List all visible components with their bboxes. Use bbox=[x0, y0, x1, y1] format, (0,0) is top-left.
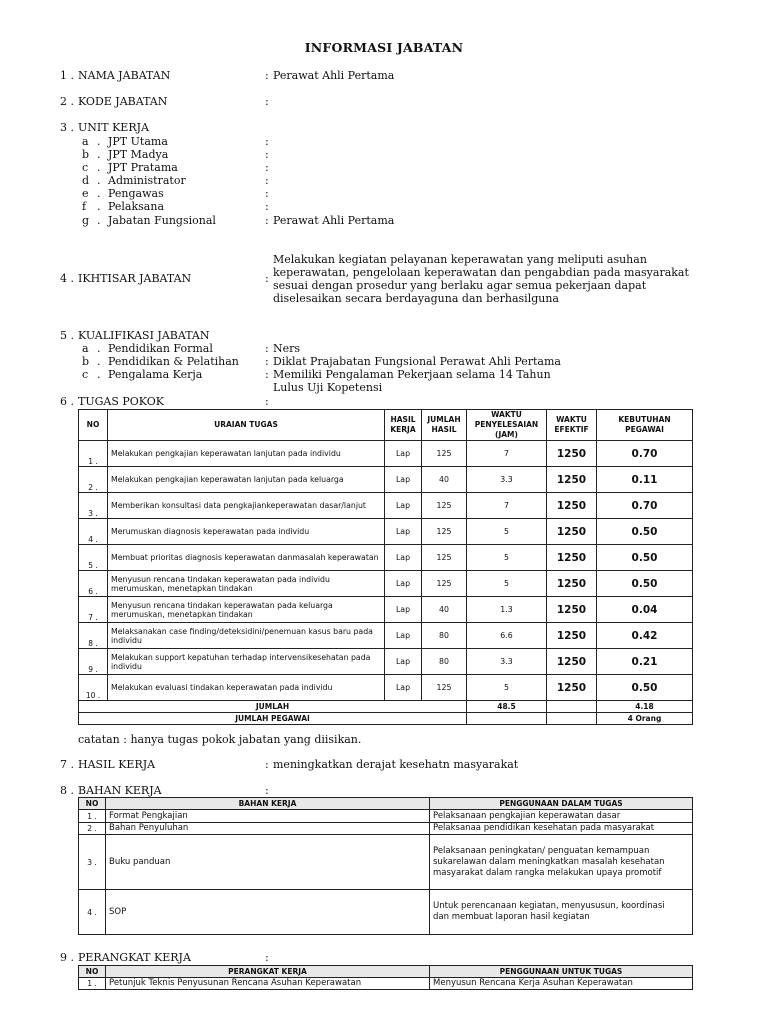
pegawai-empty bbox=[467, 713, 547, 725]
header-guna: PENGGUNAAN DALAM TUGAS bbox=[430, 798, 693, 810]
row-jumlah: 125 bbox=[422, 675, 467, 701]
section-number: 9 . bbox=[60, 951, 74, 964]
row-jumlah: 125 bbox=[422, 571, 467, 597]
row-hasil: Lap bbox=[385, 597, 422, 623]
row-waktu: 5 bbox=[467, 675, 547, 701]
row-jumlah: 40 bbox=[422, 467, 467, 493]
row-efektif: 1250 bbox=[547, 519, 597, 545]
colon: : bbox=[265, 187, 269, 200]
colon: : bbox=[265, 214, 269, 227]
row-bahan: SOP bbox=[106, 890, 430, 935]
ikhtisar-line: diselesaikan secara berdayaguna dan berhasilguna bbox=[273, 292, 559, 305]
table-row bbox=[79, 545, 693, 571]
section-label: UNIT KERJA bbox=[78, 121, 149, 134]
guna-line: Pelaksanaan pengkajian keperawatan dasar bbox=[433, 810, 621, 821]
bahan-rows bbox=[79, 810, 693, 935]
row-jumlah: 125 bbox=[422, 519, 467, 545]
jumlah-label: JUMLAH bbox=[79, 701, 467, 713]
header-perangkat: PERANGKAT KERJA bbox=[106, 966, 430, 978]
jumlah-waktu: 48.5 bbox=[467, 701, 547, 713]
colon: : bbox=[265, 272, 269, 285]
bahan-kerja-table bbox=[78, 797, 693, 935]
item-dot: . bbox=[97, 148, 101, 161]
section-number: 6 . bbox=[60, 395, 74, 408]
table-row bbox=[79, 649, 693, 675]
row-number: 8 . bbox=[79, 623, 108, 649]
header-efektif: WAKTU EFEKTIF bbox=[547, 410, 597, 441]
section-label: TUGAS POKOK bbox=[78, 395, 164, 408]
ikhtisar-line: sesuai dengan prosedur yang berlaku agar semua pekerjaan dapat bbox=[273, 279, 647, 292]
table-row bbox=[79, 890, 693, 935]
header-hasil: HASIL KERJA bbox=[385, 410, 422, 441]
item-dot: . bbox=[97, 161, 101, 174]
row-jumlah: 125 bbox=[422, 493, 467, 519]
item-letter: a bbox=[82, 135, 89, 148]
row-efektif: 1250 bbox=[547, 467, 597, 493]
header-kebutuhan: KEBUTUHAN PEGAWAI bbox=[597, 410, 693, 441]
item-value: Memiliki Pengalaman Pekerjaan selama 14 Tahun bbox=[273, 368, 551, 381]
item-dot: . bbox=[97, 368, 101, 381]
header-waktu: WAKTU PENYELESAIAN (JAM) bbox=[467, 410, 547, 441]
row-number: 9 . bbox=[79, 649, 108, 675]
item-dot: . bbox=[97, 342, 101, 355]
item-letter: c bbox=[82, 368, 89, 381]
row-kebutuhan: 0.21 bbox=[597, 649, 693, 675]
row-kebutuhan: 0.11 bbox=[597, 467, 693, 493]
row-waktu: 5 bbox=[467, 545, 547, 571]
jumlah-empty bbox=[547, 701, 597, 713]
row-bahan: Bahan Penyuluhan bbox=[106, 823, 430, 835]
jumlah-kebutuhan: 4.18 bbox=[597, 701, 693, 713]
row-hasil: Lap bbox=[385, 623, 422, 649]
colon: : bbox=[265, 148, 269, 161]
section-number: 2 . bbox=[60, 95, 74, 108]
ikhtisar-text bbox=[273, 253, 689, 305]
row-number: 1 . bbox=[79, 978, 106, 990]
row-waktu: 5 bbox=[467, 571, 547, 597]
row-kebutuhan: 0.04 bbox=[597, 597, 693, 623]
row-bahan: Format Pengkajian bbox=[106, 810, 430, 823]
section-label: KUALIFIKASI JABATAN bbox=[78, 329, 210, 342]
item-label: Jabatan Fungsional bbox=[108, 214, 216, 227]
row-waktu: 6.6 bbox=[467, 623, 547, 649]
colon: : bbox=[265, 368, 269, 381]
colon: : bbox=[265, 342, 269, 355]
item-label: JPT Madya bbox=[108, 148, 169, 161]
row-guna: Menyusun Rencana Kerja Asuhan Keperawatan bbox=[430, 978, 693, 990]
row-number: 1 . bbox=[79, 441, 108, 467]
guna-line: Pelaksanaan peningkatan/ penguatan kemampuan bbox=[433, 845, 650, 856]
section-number: 4 . bbox=[60, 272, 74, 285]
header-no: NO bbox=[79, 798, 106, 810]
row-bahan: Buku panduan bbox=[106, 835, 430, 890]
table-row bbox=[79, 519, 693, 545]
tugas-rows bbox=[79, 441, 693, 701]
row-uraian: Merumuskan diagnosis keperawatan pada individu bbox=[108, 519, 385, 545]
row-number: 10 . bbox=[79, 675, 108, 701]
colon: : bbox=[265, 355, 269, 368]
row-uraian: Melakukan pengkajian keperawatan lanjutan pada keluarga bbox=[108, 467, 385, 493]
item-label: Administrator bbox=[108, 174, 186, 187]
section-label: BAHAN KERJA bbox=[78, 784, 162, 797]
pegawai-empty bbox=[547, 713, 597, 725]
colon: : bbox=[265, 395, 269, 408]
row-hasil: Lap bbox=[385, 675, 422, 701]
row-efektif: 1250 bbox=[547, 597, 597, 623]
row-hasil: Lap bbox=[385, 545, 422, 571]
colon: : bbox=[265, 161, 269, 174]
table-row bbox=[79, 441, 693, 467]
row-uraian: Memberikan konsultasi data pengkajiankeperawatan dasar/lanjut bbox=[108, 493, 385, 519]
item-letter: d bbox=[82, 174, 90, 187]
header-guna: PENGGUNAAN UNTUK TUGAS bbox=[430, 966, 693, 978]
item-label: JPT Pratama bbox=[108, 161, 178, 174]
row-number: 1 . bbox=[79, 810, 106, 823]
item-label: Pendidikan & Pelatihan bbox=[108, 355, 239, 368]
row-jumlah: 80 bbox=[422, 649, 467, 675]
guna-line: dan membuat laporan hasil kegiatan bbox=[433, 912, 590, 922]
item-label: Pengalama Kerja bbox=[108, 368, 203, 381]
row-uraian: Menyusun rencana tindakan keperawatan pada keluarga merumuskan, menetapkan tindakan bbox=[108, 597, 385, 623]
row-efektif: 1250 bbox=[547, 545, 597, 571]
guna-line: Pelaksanaa pendidikan kesehatan pada masyarakat bbox=[433, 823, 655, 833]
section-number: 3 . bbox=[60, 121, 74, 134]
colon: : bbox=[265, 758, 269, 771]
section-number: 7 . bbox=[60, 758, 74, 771]
table-row bbox=[79, 597, 693, 623]
colon: : bbox=[265, 784, 269, 797]
ikhtisar-line: Melakukan kegiatan pelayanan keperawatan yang meliputi asuhan bbox=[273, 253, 647, 266]
item-letter: c bbox=[82, 161, 89, 174]
row-number: 5 . bbox=[79, 545, 108, 571]
row-guna bbox=[430, 835, 693, 890]
row-waktu: 5 bbox=[467, 519, 547, 545]
row-hasil: Lap bbox=[385, 649, 422, 675]
section-label: HASIL KERJA bbox=[78, 758, 156, 771]
header-no: NO bbox=[79, 410, 108, 441]
colon: : bbox=[265, 69, 269, 82]
row-number: 6 . bbox=[79, 571, 108, 597]
jumlah-row bbox=[79, 701, 693, 713]
kualifikasi-extra: Lulus Uji Kopetensi bbox=[273, 381, 383, 394]
row-guna bbox=[430, 823, 693, 835]
row-guna bbox=[430, 810, 693, 823]
row-efektif: 1250 bbox=[547, 493, 597, 519]
row-kebutuhan: 0.70 bbox=[597, 493, 693, 519]
item-value: Ners bbox=[273, 342, 301, 355]
section-label: PERANGKAT KERJA bbox=[78, 951, 191, 964]
row-number: 2 . bbox=[79, 823, 106, 835]
table-row bbox=[79, 675, 693, 701]
colon: : bbox=[265, 951, 269, 964]
item-letter: e bbox=[82, 187, 89, 200]
row-jumlah: 125 bbox=[422, 441, 467, 467]
jumlah-pegawai-row bbox=[79, 713, 693, 725]
pegawai-label: JUMLAH PEGAWAI bbox=[79, 713, 467, 725]
guna-line: Untuk perencanaan kegiatan, menyususun, koordinasi bbox=[433, 901, 665, 911]
item-dot: . bbox=[97, 355, 101, 368]
item-letter: a bbox=[82, 342, 89, 355]
item-label: Pengawas bbox=[108, 187, 164, 200]
row-efektif: 1250 bbox=[547, 649, 597, 675]
table-row bbox=[79, 467, 693, 493]
colon: : bbox=[265, 95, 269, 108]
row-jumlah: 40 bbox=[422, 597, 467, 623]
table-row bbox=[79, 810, 693, 823]
row-efektif: 1250 bbox=[547, 571, 597, 597]
row-waktu: 3.3 bbox=[467, 649, 547, 675]
pegawai-value: 4 Orang bbox=[597, 713, 693, 725]
row-waktu: 3.3 bbox=[467, 467, 547, 493]
section-value: Perawat Ahli Pertama bbox=[273, 69, 395, 82]
item-dot: . bbox=[97, 135, 101, 148]
section-number: 8 . bbox=[60, 784, 74, 797]
table-row bbox=[79, 978, 693, 990]
row-guna bbox=[430, 890, 693, 935]
row-efektif: 1250 bbox=[547, 623, 597, 649]
row-hasil: Lap bbox=[385, 467, 422, 493]
document-title: INFORMASI JABATAN bbox=[304, 40, 464, 55]
item-label: JPT Utama bbox=[108, 135, 168, 148]
row-hasil: Lap bbox=[385, 441, 422, 467]
table-row bbox=[79, 835, 693, 890]
row-number: 7 . bbox=[79, 597, 108, 623]
section-value: meningkatkan derajat kesehatn masyarakat bbox=[273, 758, 519, 771]
row-kebutuhan: 0.50 bbox=[597, 545, 693, 571]
colon: : bbox=[265, 200, 269, 213]
section-label: IKHTISAR JABATAN bbox=[78, 272, 192, 285]
row-waktu: 7 bbox=[467, 441, 547, 467]
guna-line: masyarakat dalam rangka melakukan upaya promotif bbox=[433, 867, 662, 878]
row-efektif: 1250 bbox=[547, 675, 597, 701]
header-no: NO bbox=[79, 966, 106, 978]
table-row bbox=[79, 571, 693, 597]
row-jumlah: 80 bbox=[422, 623, 467, 649]
row-uraian: Membuat prioritas diagnosis keperawatan danmasalah keperawatan bbox=[108, 545, 385, 571]
header-uraian: URAIAN TUGAS bbox=[108, 410, 385, 441]
row-kebutuhan: 0.50 bbox=[597, 519, 693, 545]
section-label: KODE JABATAN bbox=[78, 95, 168, 108]
item-letter: f bbox=[82, 200, 87, 213]
row-waktu: 1.3 bbox=[467, 597, 547, 623]
row-kebutuhan: 0.50 bbox=[597, 571, 693, 597]
row-perangkat: Petunjuk Teknis Penyusunan Rencana Asuhan Keperawatan bbox=[106, 978, 430, 990]
header-jumlah: JUMLAH HASIL bbox=[422, 410, 467, 441]
row-kebutuhan: 0.42 bbox=[597, 623, 693, 649]
item-dot: . bbox=[97, 214, 101, 227]
item-value: Perawat Ahli Pertama bbox=[273, 214, 395, 227]
row-kebutuhan: 0.50 bbox=[597, 675, 693, 701]
row-hasil: Lap bbox=[385, 519, 422, 545]
row-uraian: Melakukan evaluasi tindakan keperawatan pada individu bbox=[108, 675, 385, 701]
row-hasil: Lap bbox=[385, 571, 422, 597]
table-row bbox=[79, 623, 693, 649]
row-number: 4 . bbox=[79, 519, 108, 545]
item-letter: b bbox=[82, 148, 90, 161]
row-number: 2 . bbox=[79, 467, 108, 493]
guna-line: sukarelawan dalam meningkatkan masalah kesehatan bbox=[433, 856, 665, 867]
item-value: Diklat Prajabatan Fungsional Perawat Ahli Pertama bbox=[273, 355, 561, 368]
tugas-pokok-table bbox=[78, 409, 693, 725]
section-label: NAMA JABATAN bbox=[78, 69, 171, 82]
colon: : bbox=[265, 135, 269, 148]
row-kebutuhan: 0.70 bbox=[597, 441, 693, 467]
perangkat-rows bbox=[79, 978, 693, 990]
row-number: 3 . bbox=[79, 493, 108, 519]
header-bahan: BAHAN KERJA bbox=[106, 798, 430, 810]
row-jumlah: 125 bbox=[422, 545, 467, 571]
row-uraian: Menyusun rencana tindakan keperawatan pada individu merumuskan, menetapkan tindakan bbox=[108, 571, 385, 597]
row-uraian: Melakukan pengkajian keperawatan lanjutan pada individu bbox=[108, 441, 385, 467]
row-uraian: Melakukan support kepatuhan terhadap intervensikesehatan pada individu bbox=[108, 649, 385, 675]
item-label: Pelaksana bbox=[108, 200, 165, 213]
row-waktu: 7 bbox=[467, 493, 547, 519]
tugas-note: catatan : hanya tugas pokok jabatan yang diisikan. bbox=[78, 733, 362, 746]
item-dot: . bbox=[97, 187, 101, 200]
item-letter: g bbox=[82, 214, 90, 227]
row-number: 3 . bbox=[79, 835, 106, 890]
perangkat-kerja-table bbox=[78, 965, 693, 990]
item-letter: b bbox=[82, 355, 90, 368]
section-number: 1 . bbox=[60, 69, 74, 82]
table-row bbox=[79, 493, 693, 519]
item-label: Pendidikan Formal bbox=[108, 342, 213, 355]
section-number: 5 . bbox=[60, 329, 74, 342]
row-number: 4 . bbox=[79, 890, 106, 935]
row-efektif: 1250 bbox=[547, 441, 597, 467]
table-row bbox=[79, 823, 693, 835]
row-uraian: Melaksanakan case finding/deteksidini/penemuan kasus baru pada individu bbox=[108, 623, 385, 649]
item-dot: . bbox=[97, 200, 101, 213]
item-dot: . bbox=[97, 174, 101, 187]
row-hasil: Lap bbox=[385, 493, 422, 519]
colon: : bbox=[265, 174, 269, 187]
ikhtisar-line: keperawatan, pengelolaan keperawatan dan pengabdian pada masyarakat bbox=[273, 266, 689, 279]
